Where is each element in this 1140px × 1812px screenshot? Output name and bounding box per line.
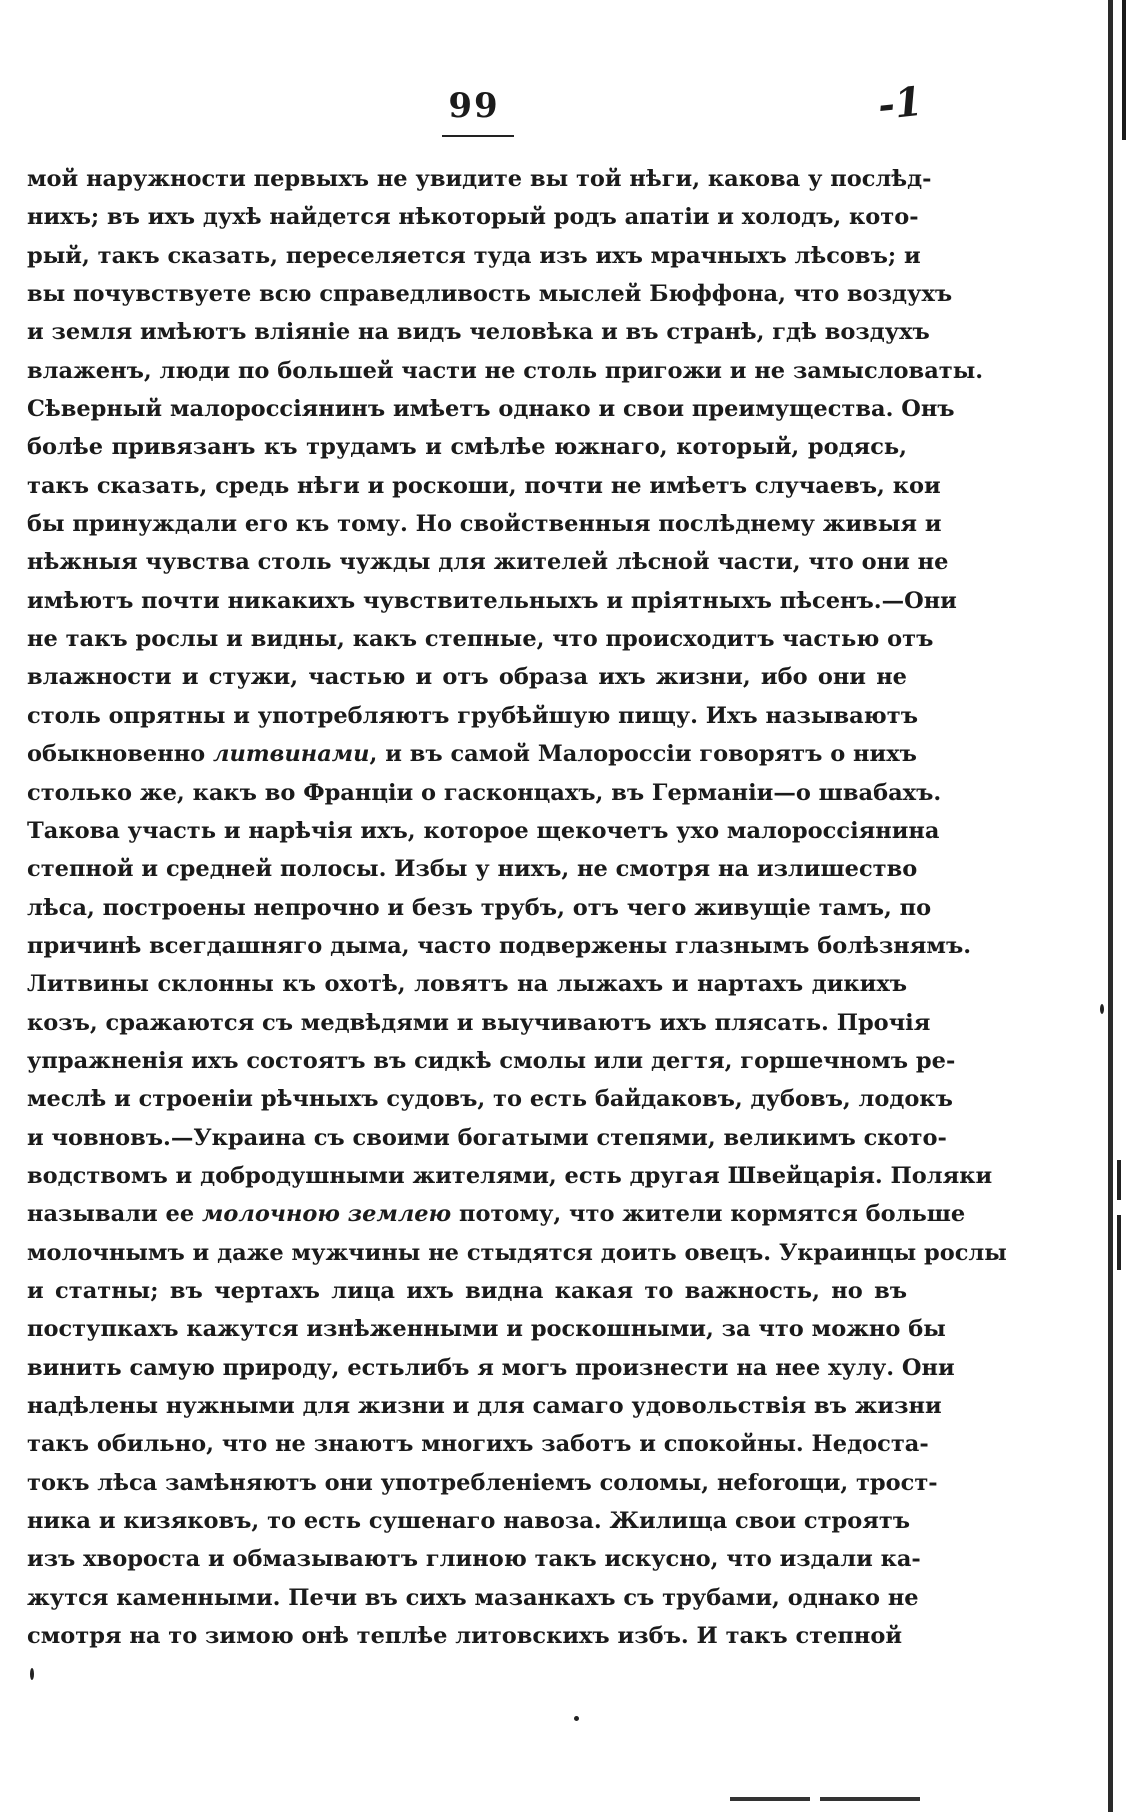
text-line: Такова участь и нарѣчія ихъ, которое щекочетъ ухо малороссіянина — [27, 817, 940, 844]
text-line: лѣса, построены непрочно и безъ трубъ, отъ чего живущіе тамъ, по — [27, 894, 932, 921]
text-line: поступкахъ кажутся изнѣженными и роскошными, за что можно бы — [27, 1316, 946, 1343]
text-line: козъ, сражаются съ медвѣдями и выучиваютъ ихъ плясать. Прочія — [27, 1009, 931, 1036]
text-line: ника и кизяковъ, то есть сушенаго навоза. Жилища свои строятъ — [27, 1508, 911, 1535]
text-line: смотря на то зимою онѣ теплѣе литовскихъ избъ. И такъ степной — [27, 1623, 903, 1650]
text-run: потому, что жители кормятся больше — [451, 1201, 966, 1228]
emphasized-term: молочною землею — [202, 1201, 452, 1228]
text-line: причинѣ всегдашняго дыма, часто подвержены глазнымъ болѣзнямъ. — [27, 932, 972, 959]
text-line — [27, 1195, 966, 1233]
text-line: такъ сказать, средь нѣги и роскоши, почти не имѣетъ случаевъ, кои — [27, 472, 941, 499]
text-line: винить самую природу, естьлибъ я могъ произнести на нее хулу. Они — [27, 1354, 955, 1381]
scan-smudge — [820, 1797, 920, 1801]
body-text — [27, 160, 1007, 1655]
text-line: токъ лѣса замѣняютъ они употребленіемъ соломы, неforoщи, трост- — [27, 1469, 938, 1496]
scan-edge-shadow — [1108, 0, 1113, 1812]
text-line: влажности и стужи, частью и отъ образа ихъ жизни, ибо они не — [27, 664, 907, 691]
text-line: степной и средней полосы. Избы у нихъ, не смотря на излишество — [27, 856, 918, 883]
text-line: влаженъ, люди по большей части не столь пригожи и не замысловаты. — [27, 357, 984, 384]
text-line: упражненія ихъ состоятъ въ сидкѣ смолы или дегтя, горшечномъ ре- — [27, 1047, 956, 1074]
text-line — [27, 735, 917, 773]
text-line: изъ хвороста и обмазываютъ глиною такъ искусно, что издали ка- — [27, 1546, 921, 1573]
text-line: не такъ рослы и видны, какъ степные, что происходитъ частью отъ — [27, 626, 934, 653]
text-line: столько же, какъ во Франціи о гасконцахъ, въ Германіи—о швабахъ. — [27, 779, 942, 806]
text-line: Сѣверный малороссіянинъ имѣетъ однако и свои преимущества. Онъ — [27, 396, 955, 423]
page-number-rule — [442, 135, 514, 137]
text-line: и земля имѣютъ вліяніе на видъ человѣка и въ странѣ, гдѣ воздухъ — [27, 319, 930, 346]
page-number: 99 — [448, 86, 500, 126]
text-line: и статны; въ чертахъ лица ихъ видна какая то важность, но въ — [27, 1277, 907, 1304]
text-line: Литвины склонны къ охотѣ, ловятъ на лыжахъ и нартахъ дикихъ — [27, 971, 907, 998]
text-line: вы почувствуете всю справедливость мыслей Бюффона, что воздухъ — [27, 281, 953, 308]
text-run: называли ее — [27, 1201, 203, 1228]
text-run: , и въ самой Малороссіи говорятъ о нихъ — [369, 741, 917, 768]
scan-smudge — [730, 1797, 810, 1801]
scan-speck — [30, 1668, 34, 1680]
text-line: нихъ; въ ихъ духѣ найдется нѣкоторый родъ апатіи и холодъ, кото- — [27, 204, 919, 231]
text-line: нѣжныя чувства столь чужды для жителей лѣсной части, что они не — [27, 549, 949, 576]
text-line: болѣе привязанъ къ трудамъ и смѣлѣе южнаго, который, родясь, — [27, 434, 907, 461]
text-line: бы принуждали его къ тому. Но свойственныя послѣднему живыя и — [27, 511, 942, 538]
scan-edge-shadow — [1122, 0, 1126, 140]
text-line: имѣютъ почти никакихъ чувствительныхъ и пріятныхъ пѣсенъ.—Они — [27, 587, 957, 614]
text-line: жутся каменными. Печи въ сихъ мазанкахъ съ трубами, однако не — [27, 1584, 919, 1611]
scan-edge-mark — [1117, 1215, 1121, 1270]
text-run: обыкновенно — [27, 741, 214, 768]
text-line: и човновъ.—Украина съ своими богатыми степями, великимъ ското- — [27, 1124, 947, 1151]
scan-speck — [1100, 1004, 1104, 1014]
text-line: мой наружности первыхъ не увидите вы той нѣги, какова у послѣд- — [27, 166, 932, 192]
text-line: такъ обильно, что не знаютъ многихъ заботъ и спокойны. Недоста- — [27, 1431, 929, 1458]
scan-speck — [574, 1716, 579, 1721]
text-line: водствомъ и добродушными жителями, есть другая Швейцарія. Поляки — [27, 1162, 993, 1189]
text-line: столь опрятны и употребляютъ грубѣйшую пищу. Ихъ называютъ — [27, 702, 918, 729]
text-line: рый, такъ сказать, переселяется туда изъ ихъ мрачныхъ лѣсовъ; и — [27, 242, 921, 269]
text-line: надѣлены нужными для жизни и для самаго удовольствія въ жизни — [27, 1393, 942, 1419]
scan-edge-mark — [1117, 1160, 1121, 1200]
text-line: меслѣ и строеніи рѣчныхъ судовъ, то есть байдаковъ, дубовъ, лодокъ — [27, 1086, 953, 1113]
margin-annotation: -1 — [875, 77, 925, 130]
emphasized-term: литвинами — [213, 741, 370, 768]
text-line: молочнымъ и даже мужчины не стыдятся доить овецъ. Украинцы рослы — [27, 1239, 1007, 1266]
